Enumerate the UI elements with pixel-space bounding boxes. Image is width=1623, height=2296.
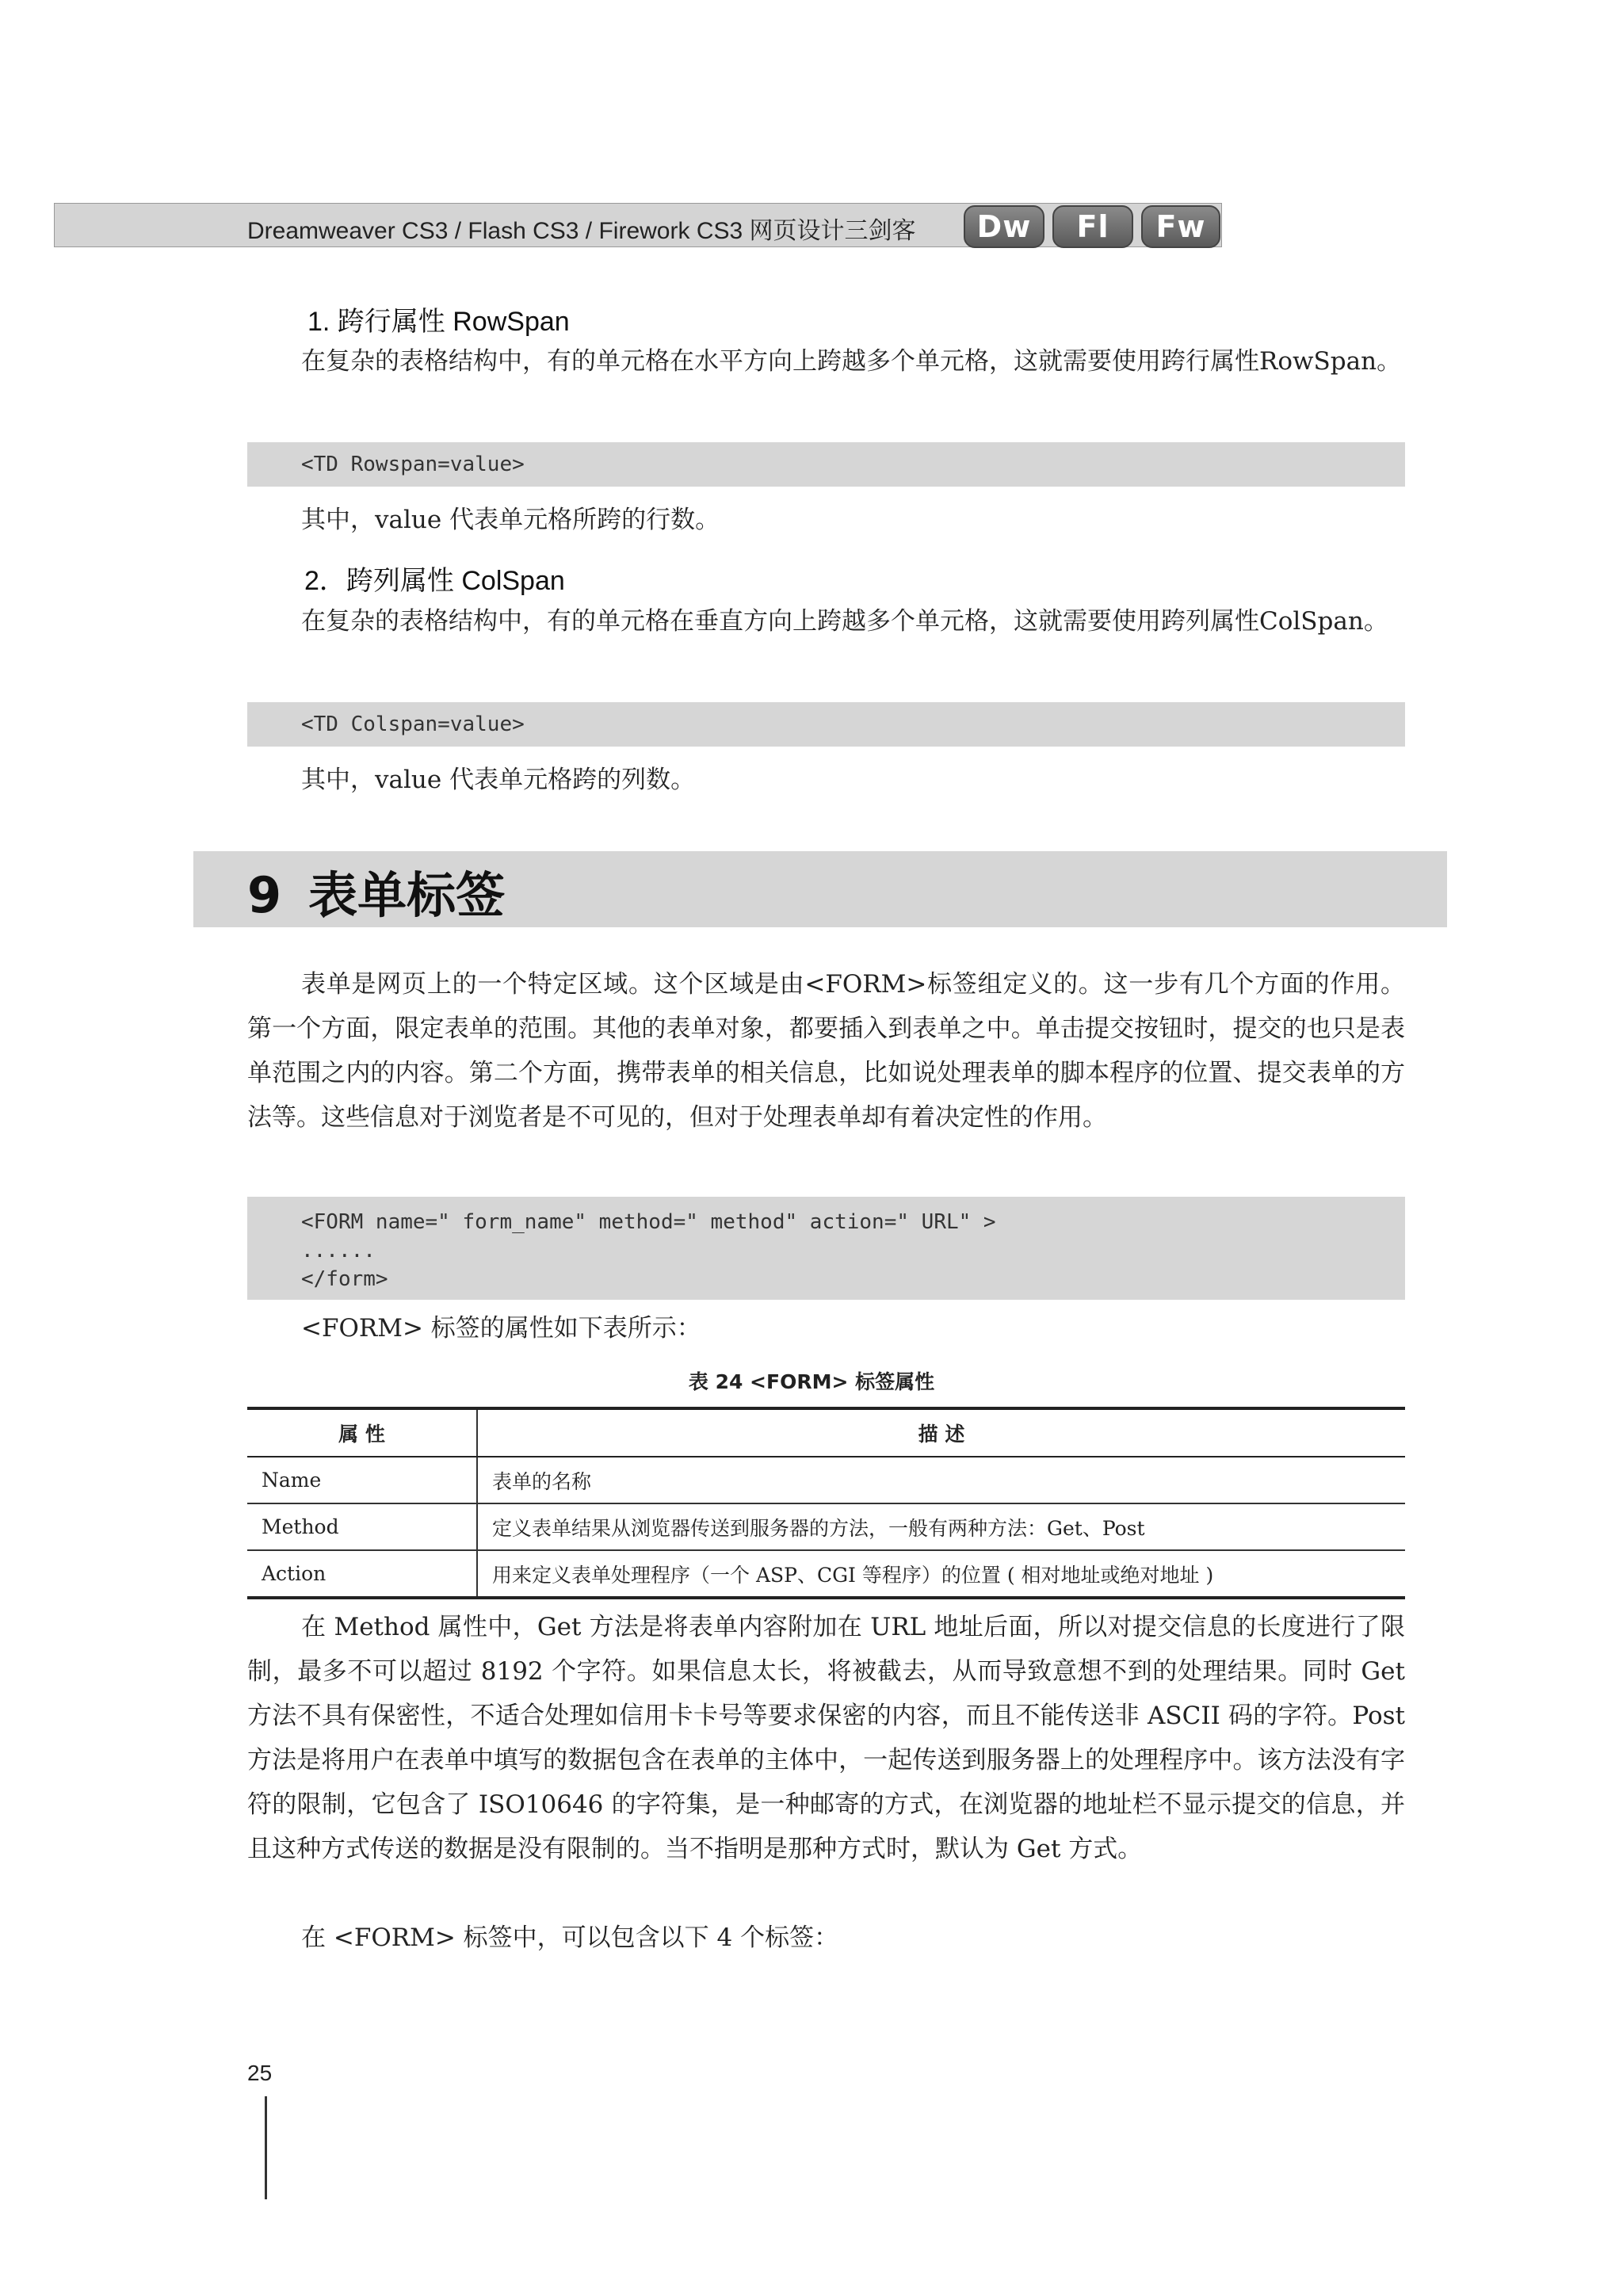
- form-code-block: [247, 1197, 1405, 1300]
- section-title: [247, 856, 505, 926]
- colspan-code-block: [247, 702, 1405, 747]
- flash-logo-icon: Fl: [1052, 205, 1133, 248]
- section-number: 9: [247, 866, 282, 924]
- attribute-cell: Name: [247, 1457, 477, 1503]
- colspan-note: 其中，value 代表单元格跨的列数。: [301, 766, 696, 794]
- rowspan-heading: 1. 跨行属性 RowSpan: [307, 307, 570, 337]
- table-header-row: [247, 1408, 1405, 1457]
- colspan-code: <TD Colspan=value>: [301, 712, 525, 736]
- dreamweaver-logo-icon: Dw: [964, 205, 1044, 248]
- table-intro: <FORM> 标签的属性如下表所示：: [301, 1314, 701, 1343]
- table-row: [247, 1457, 1405, 1503]
- description-cell: 定义表单结果从浏览器传送到服务器的方法，一般有两种方法：Get、Post: [477, 1503, 1405, 1550]
- attribute-cell: Method: [247, 1503, 477, 1550]
- description-cell: 用来定义表单处理程序（一个 ASP、CGI 等程序）的位置 ( 相对地址或绝对地址 ): [477, 1550, 1405, 1598]
- attribute-cell: Action: [247, 1550, 477, 1598]
- code-line: </form>: [301, 1267, 388, 1291]
- closing-paragraph: 在 <FORM> 标签中，可以包含以下 4 个标签：: [301, 1924, 839, 1952]
- header-cell-attribute: 属 性: [247, 1408, 477, 1457]
- code-line: <FORM name=" form_name" method=" method" action=" URL" >: [301, 1210, 996, 1234]
- page-number: 25: [247, 2061, 273, 2085]
- rowspan-note: 其中，value 代表单元格所跨的行数。: [301, 506, 720, 534]
- page-divider-line: [265, 2096, 267, 2199]
- form-intro-paragraph: 表单是网页上的一个特定区域。这个区域是由<FORM>标签组定义的。这一步有几个方面的作用。第一个方面，限定表单的范围。其他的表单对象，都要插入到表单之中。单击提交按钮时，提交的也只是表单范围之内的内容。第二个方面，携带表单的相关信息，比如说处理表单的脚本程序的位置、提交表单的方法等。这些信息对于浏览者是不可见的，但对于处理表单却有着决定性的作用。: [247, 970, 1405, 1132]
- colspan-paragraph: 在复杂的表格结构中，有的单元格在垂直方向上跨越多个单元格，这就需要使用跨列属性ColSpan。: [301, 607, 1388, 636]
- section-name: 表单标签: [308, 866, 506, 924]
- book-title: Dreamweaver CS3 / Flash CS3 / Firework CS3 网页设计三剑客: [247, 218, 916, 244]
- table-row: [247, 1503, 1405, 1550]
- rowspan-code-block: [247, 442, 1405, 487]
- table-caption: 表 24 <FORM> 标签属性: [688, 1370, 935, 1393]
- header-cell-description: 描 述: [477, 1408, 1405, 1457]
- description-cell: 表单的名称: [477, 1457, 1405, 1503]
- colspan-heading: 2．跨列属性 ColSpan: [304, 566, 565, 596]
- method-paragraph: 在 Method 属性中，Get 方法是将表单内容附加在 URL 地址后面，所以对提交信息的长度进行了限制，最多不可以超过 8192 个字符。如果信息太长，将被截去，从而导致意想不到的处理结果。同时 Get 方法不具有保密性，不适合处理如信用卡卡号等要求保密的内容，而且不能传送非 ASCII 码的字符。Post 方法是将用户在表单中填写的数据包含在表单的主体中，一起传送到服务器上的处理程序中。该方法没有字符的限制，它包含了 ISO10646 的字符集，是一种邮寄的方式，在浏览器的地址栏不显示提交的信息，并且这种方式传送的数据是没有限制的。当不指明是那种方式时，默认为 Get 方式。: [247, 1613, 1405, 1863]
- rowspan-paragraph: 在复杂的表格结构中，有的单元格在水平方向上跨越多个单元格，这就需要使用跨行属性RowSpan。: [301, 347, 1402, 376]
- code-line: ......: [301, 1239, 376, 1263]
- form-attributes-table: [247, 1407, 1405, 1599]
- fireworks-logo-icon: Fw: [1141, 205, 1220, 248]
- rowspan-code: <TD Rowspan=value>: [301, 453, 525, 476]
- table-row: [247, 1550, 1405, 1598]
